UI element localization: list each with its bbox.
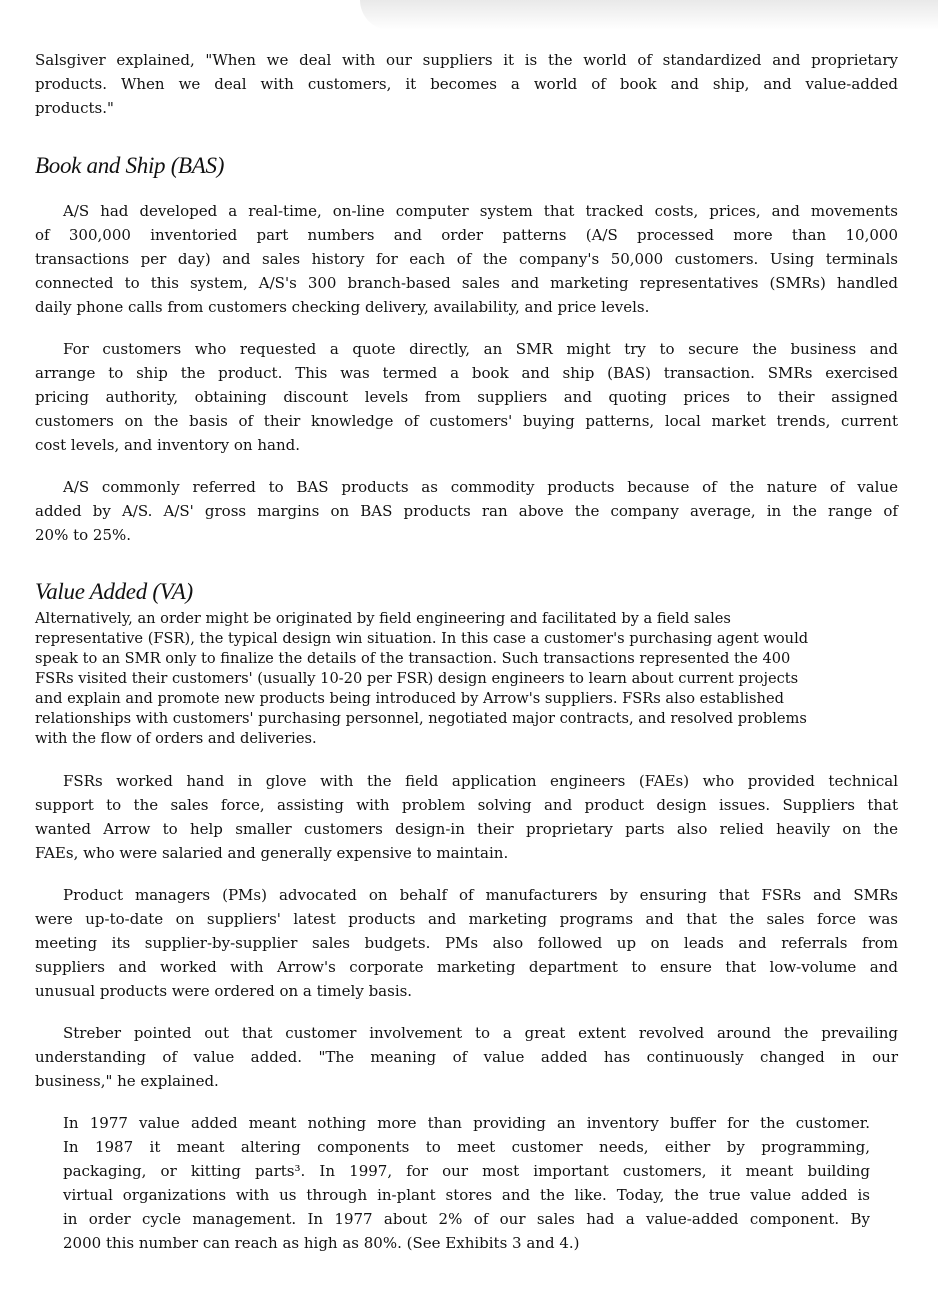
block-quote xyxy=(63,1111,870,1255)
paragraph-va-3 xyxy=(35,883,898,1003)
paragraph-va-4 xyxy=(35,1021,898,1093)
paragraph-bas-1 xyxy=(35,199,898,319)
text-line: FAEs, who were salaried and generally expensive to maintain. xyxy=(35,844,509,862)
text-line: 20% to 25%. xyxy=(35,526,132,544)
text-line: were up-to-date on suppliers' latest products and marketing programs and that the sales force was xyxy=(35,910,898,928)
text-line: speak to an SMR only to finalize the details of the transaction. Such transactions represented the 400 xyxy=(35,650,791,667)
text-line: pricing authority, obtaining discount levels from suppliers and quoting prices to their assigned xyxy=(35,388,898,406)
text-line: unusual products were ordered on a timely basis. xyxy=(35,982,413,1000)
text-line: packaging, or kitting parts³. In 1997, for our most important customers, it meant building xyxy=(63,1162,870,1180)
text-line: arrange to ship the product. This was termed a book and ship (BAS) transaction. SMRs exercised xyxy=(35,364,898,382)
text-line: wanted Arrow to help smaller customers design-in their proprietary parts also relied heavily on the xyxy=(35,820,898,838)
text-line: A/S had developed a real-time, on-line computer system that tracked costs, prices, and movements xyxy=(63,202,898,220)
text-line: support to the sales force, assisting with problem solving and product design issues. Suppliers that xyxy=(35,796,898,814)
text-line: business," he explained. xyxy=(35,1072,219,1090)
text-line: Product managers (PMs) advocated on behalf of manufacturers by ensuring that FSRs and SMRs xyxy=(63,886,898,904)
text-line: relationships with customers' purchasing personnel, negotiated major contracts, and resolved problems xyxy=(35,710,807,727)
text-line: suppliers and worked with Arrow's corporate marketing department to ensure that low-volume and xyxy=(35,958,898,976)
text-line: of 300,000 inventoried part numbers and order patterns (A/S processed more than 10,000 xyxy=(35,226,898,244)
text-line: FSRs worked hand in glove with the field application engineers (FAEs) who provided technical xyxy=(63,772,898,790)
text-line: virtual organizations with us through in-plant stores and the like. Today, the true value added is xyxy=(63,1186,870,1204)
text-line: representative (FSR), the typical design win situation. In this case a customer's purchasing agent would xyxy=(35,630,809,647)
text-line: In 1977 value added meant nothing more than providing an inventory buffer for the customer. xyxy=(63,1114,870,1132)
paragraph-bas-2 xyxy=(35,337,898,457)
paragraph-intro xyxy=(35,48,898,120)
text-line: connected to this system, A/S's 300 branch-based sales and marketing representatives (SMRs) handled xyxy=(35,274,898,292)
text-line: and explain and promote new products being introduced by Arrow's suppliers. FSRs also established xyxy=(35,690,784,707)
text-line: meeting its supplier-by-supplier sales budgets. PMs also followed up on leads and referrals from xyxy=(35,934,898,952)
page-shadow xyxy=(360,0,938,30)
text-line: products." xyxy=(35,99,114,117)
paragraph-va-2 xyxy=(35,769,898,865)
text-line: Salsgiver explained, "When we deal with our suppliers it is the world of standardized and proprietary xyxy=(35,51,898,69)
text-line: products. When we deal with customers, it becomes a world of book and ship, and value-added xyxy=(35,75,898,93)
text-line: added by A/S. A/S' gross margins on BAS products ran above the company average, in the range of xyxy=(35,502,898,520)
text-line: transactions per day) and sales history for each of the company's 50,000 customers. Using terminals xyxy=(35,250,898,268)
text-line: FSRs visited their customers' (usually 10-20 per FSR) design engineers to learn about current projects xyxy=(35,670,799,687)
text-line: Streber pointed out that customer involvement to a great extent revolved around the prevailing xyxy=(63,1024,898,1042)
text-line: customers on the basis of their knowledge of customers' buying patterns, local market trends, current xyxy=(35,412,898,430)
paragraph-bas-3 xyxy=(35,475,898,547)
heading-value-added: Value Added (VA) xyxy=(35,579,193,604)
heading-book-and-ship: Book and Ship (BAS) xyxy=(35,153,225,178)
text-line: in order cycle management. In 1977 about 2% of our sales had a value-added component. By xyxy=(63,1210,870,1228)
text-line: In 1987 it meant altering components to meet customer needs, either by programming, xyxy=(63,1138,870,1156)
text-line: daily phone calls from customers checking delivery, availability, and price levels. xyxy=(35,298,650,316)
text-line: cost levels, and inventory on hand. xyxy=(35,436,300,454)
text-line: understanding of value added. "The meaning of value added has continuously changed in our xyxy=(35,1048,898,1066)
text-line: 2000 this number can reach as high as 80%. (See Exhibits 3 and 4.) xyxy=(63,1234,580,1252)
paragraph-va-1 xyxy=(35,609,898,749)
text-line: For customers who requested a quote directly, an SMR might try to secure the business and xyxy=(63,340,898,358)
text-line: Alternatively, an order might be originated by field engineering and facilitated by a field sales xyxy=(35,610,731,627)
text-line: with the flow of orders and deliveries. xyxy=(35,730,317,747)
text-line: A/S commonly referred to BAS products as commodity products because of the nature of value xyxy=(63,478,898,496)
